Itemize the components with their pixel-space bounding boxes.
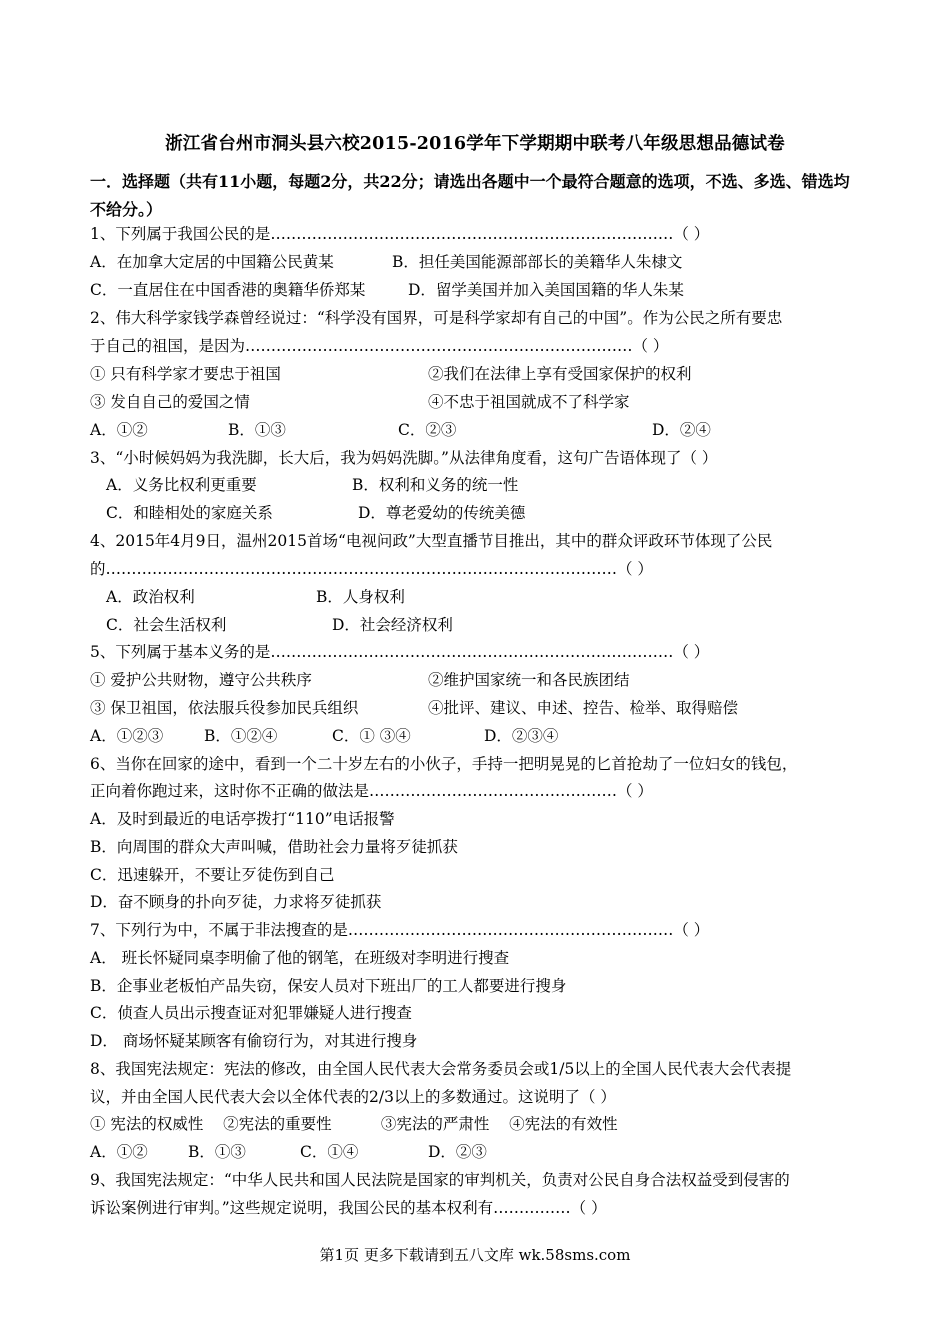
question-4-option-c: C．社会生活权利 [106,616,227,634]
question-5-option-b: B．①②④ [204,727,278,745]
question-1-option-c: C．一直居住在中国香港的奥籍华侨郑某 [90,281,366,299]
question-8-stem: 8、我国宪法规定：宪法的修改，由全国人民代表大会常务委员会或1/5以上的全国人民代表大会代表提 [90,1060,792,1078]
question-5-statement-1: ① 爱护公共财物，遵守公共秩序 [90,671,312,689]
question-4-stem: 4、2015年4月9日，温州2015首场“电视问政”大型直播节目推出，其中的群众评政环节体现了公民 [90,532,773,550]
question-3-option-a: A．义务比权利更重要 [106,476,257,494]
question-2-option-b: B．①③ [228,421,286,439]
question-8-statements: ① 宪法的权威性 ②宪法的重要性 ③宪法的严肃性 ④宪法的有效性 [90,1115,618,1133]
question-6-option-a: A．及时到最近的电话亭拨打“110”电话报警 [90,810,395,828]
question-2-stem-cont: 于自己的祖国，是因为…………………………………………………………………（ ） [90,337,669,355]
question-8-stem-cont: 议，并由全国人民代表大会以全体代表的2/3以上的多数通过。这说明了（ ） [90,1088,616,1106]
question-2-statement-4: ④不忠于祖国就成不了科学家 [428,393,630,411]
question-5-statement-4: ④批评、建议、申述、控告、检举、取得赔偿 [428,699,739,717]
question-8-option-d: D．②③ [428,1143,487,1161]
question-5-stem: 5、下列属于基本义务的是……………………………………………………………………（ ） [90,643,710,661]
question-4-stem-cont: 的………………………………………………………………………………………（ ） [90,560,653,578]
question-2-statement-2: ②我们在法律上享有受国家保护的权利 [428,365,692,383]
question-4-option-d: D．社会经济权利 [332,616,453,634]
question-8-option-c: C．①④ [300,1143,359,1161]
question-2-option-c: C．②③ [398,421,457,439]
question-7-option-c: C．侦查人员出示搜查证对犯罪嫌疑人进行搜查 [90,1004,412,1022]
question-7-option-a: A． 班长怀疑同桌李明偷了他的钢笔，在班级对李明进行搜查 [90,949,510,967]
question-5-option-a: A．①②③ [90,727,164,745]
question-1-option-a: A．在加拿大定居的中国籍公民黄某 [90,253,334,271]
question-2-option-a: A．①② [90,421,148,439]
question-3-option-c: C．和睦相处的家庭关系 [106,504,273,522]
question-5-option-c: C．① ③④ [332,727,411,745]
question-6-stem-cont: 正向着你跑过来，这时你不正确的做法是…………………………………………（ ） [90,782,653,800]
page-title: 浙江省台州市洞头县六校2015-2016学年下学期期中联考八年级思想品德试卷 [165,134,785,154]
question-2-option-d: D．②④ [652,421,711,439]
question-6-option-d: D．奋不顾身的扑向歹徒，力求将歹徒抓获 [90,893,382,911]
question-3-option-d: D．尊老爱幼的传统美德 [358,504,526,522]
question-4-option-b: B．人身权利 [316,588,405,606]
question-8-option-b: B．①③ [188,1143,246,1161]
question-7-option-b: B．企事业老板怕产品失窃，保安人员对下班出厂的工人都要进行搜身 [90,977,567,995]
question-5-statement-2: ②维护国家统一和各民族团结 [428,671,630,689]
question-9-stem-cont: 诉讼案例进行审判。”这些规定说明，我国公民的基本权利有……………（ ） [90,1199,607,1217]
page-footer: 第1页 更多下载请到五八文库 wk.58sms.com [319,1246,631,1264]
question-1-stem: 1、下列属于我国公民的是……………………………………………………………………（ ） [90,225,710,243]
question-1-option-d: D．留学美国并加入美国国籍的华人朱某 [408,281,684,299]
question-6-stem: 6、当你在回家的途中，看到一个二十岁左右的小伙子，手持一把明晃晃的匕首抢劫了一位妇女的钱包， [90,755,798,773]
question-5-option-d: D．②③④ [484,727,559,745]
question-7-stem: 7、下列行为中，不属于非法搜查的是………………………………………………………（ ） [90,921,710,939]
question-2-stem: 2、伟大科学家钱学森曾经说过：“科学没有国界，可是科学家却有自己的中国”。作为公民之所有要忠 [90,309,783,327]
question-2-statement-1: ① 只有科学家才要忠于祖国 [90,365,281,383]
question-8-option-a: A．①② [90,1143,148,1161]
question-5-statement-3: ③ 保卫祖国，依法服兵役参加民兵组织 [90,699,359,717]
question-6-option-c: C．迅速躲开，不要让歹徒伤到自己 [90,866,335,884]
question-3-stem: 3、“小时候妈妈为我洗脚，长大后，我为妈妈洗脚。”从法律角度看，这句广告语体现了（ ） [90,449,718,467]
question-9-stem: 9、我国宪法规定：“中华人民共和国人民法院是国家的审判机关，负责对公民自身合法权益受到侵害的 [90,1171,790,1189]
question-3-option-b: B．权利和义务的统一性 [352,476,519,494]
question-6-option-b: B．向周围的群众大声叫喊，借助社会力量将歹徒抓获 [90,838,458,856]
question-2-statement-3: ③ 发自自己的爱国之情 [90,393,250,411]
question-4-option-a: A．政治权利 [106,588,195,606]
question-1-option-b: B．担任美国能源部部长的美籍华人朱棣文 [392,253,683,271]
question-7-option-d: D． 商场怀疑某顾客有偷窃行为，对其进行搜身 [90,1032,418,1050]
section-heading: 一．选择题（共有11小题，每题2分，共22分；请选出各题中一个最符合题意的选项，不选、多选、错选均不给分。） [90,172,850,219]
